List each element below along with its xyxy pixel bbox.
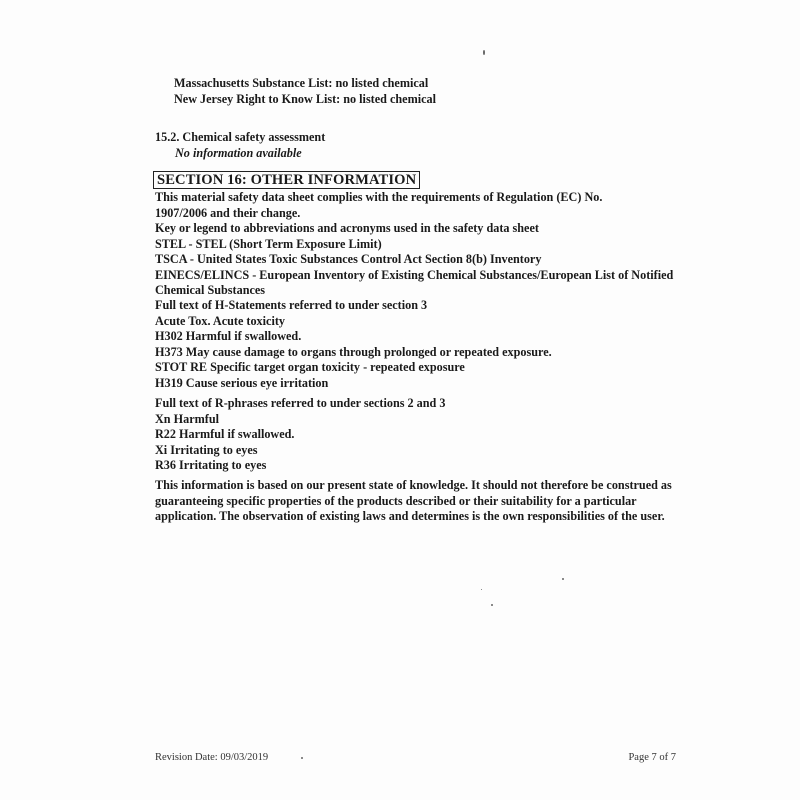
section-16-body — [155, 190, 673, 299]
scan-speck — [481, 589, 482, 590]
scan-speck — [562, 578, 564, 580]
scan-speck — [483, 50, 485, 55]
chemical-safety-assessment — [155, 130, 325, 161]
section-16-line: EINECS/ELINCS - European Inventory of Existing Chemical Substances/European List of Notified — [155, 267, 674, 282]
section-16-line: STEL - STEL (Short Term Exposure Limit) — [155, 236, 382, 251]
h-statement-item: Acute Tox. Acute toxicity — [155, 313, 285, 328]
h-statement-item: STOT RE Specific target organ toxicity - repeated exposure — [155, 360, 465, 374]
disclaimer-line: application. The observation of existing laws and determines is the own responsibilities of the user. — [155, 509, 665, 523]
r-phrase-item: R22 Harmful if swallowed. — [155, 427, 295, 441]
scan-speck — [491, 604, 493, 606]
section-16-heading: SECTION 16: OTHER INFORMATION — [153, 171, 420, 189]
disclaimer-paragraph — [155, 478, 672, 525]
r-phrase-item: R36 Irritating to eyes — [155, 458, 267, 472]
assessment-heading: 15.2. Chemical safety assessment — [155, 130, 326, 144]
h-statements-block — [155, 298, 552, 391]
h-statement-item: H302 Harmful if swallowed. — [155, 329, 302, 343]
state-lists-block — [174, 76, 436, 107]
section-16-line: TSCA - United States Toxic Substances Control Act Section 8(b) Inventory — [155, 252, 542, 266]
section-16-line: Key or legend to abbreviations and acronyms used in the safety data sheet — [155, 221, 539, 235]
disclaimer-line: guaranteeing specific properties of the products described or their suitability for a particular — [155, 493, 637, 508]
r-phrase-item: Xi Irritating to eyes — [155, 442, 258, 457]
h-statement-item: H319 Cause serious eye irritation — [155, 375, 329, 390]
r-phrases-heading: Full text of R-phrases referred to under sections 2 and 3 — [155, 396, 446, 410]
h-statement-item: H373 May cause damage to organs through prolonged or repeated exposure. — [155, 344, 552, 359]
h-statements-heading: Full text of H-Statements referred to under section 3 — [155, 298, 428, 312]
disclaimer-line: This information is based on our present state of knowledge. It should not therefore be construed as — [155, 478, 672, 492]
r-phrases-block — [155, 396, 445, 474]
revision-date: Revision Date: 09/03/2019 — [155, 752, 269, 763]
massachusetts-list-line: Massachusetts Substance List: no listed chemical — [174, 76, 429, 90]
assessment-value: No information available — [175, 145, 302, 160]
r-phrase-item: Xn Harmful — [155, 411, 219, 426]
page-number: Page 7 of 7 — [628, 752, 676, 763]
section-16-line: Chemical Substances — [155, 283, 266, 297]
section-16-line: This material safety data sheet complies with the requirements of Regulation (EC) No. — [155, 190, 603, 204]
section-16-line: 1907/2006 and their change. — [155, 205, 301, 220]
scan-speck — [301, 757, 303, 759]
new-jersey-list-line: New Jersey Right to Know List: no listed chemical — [174, 91, 437, 106]
